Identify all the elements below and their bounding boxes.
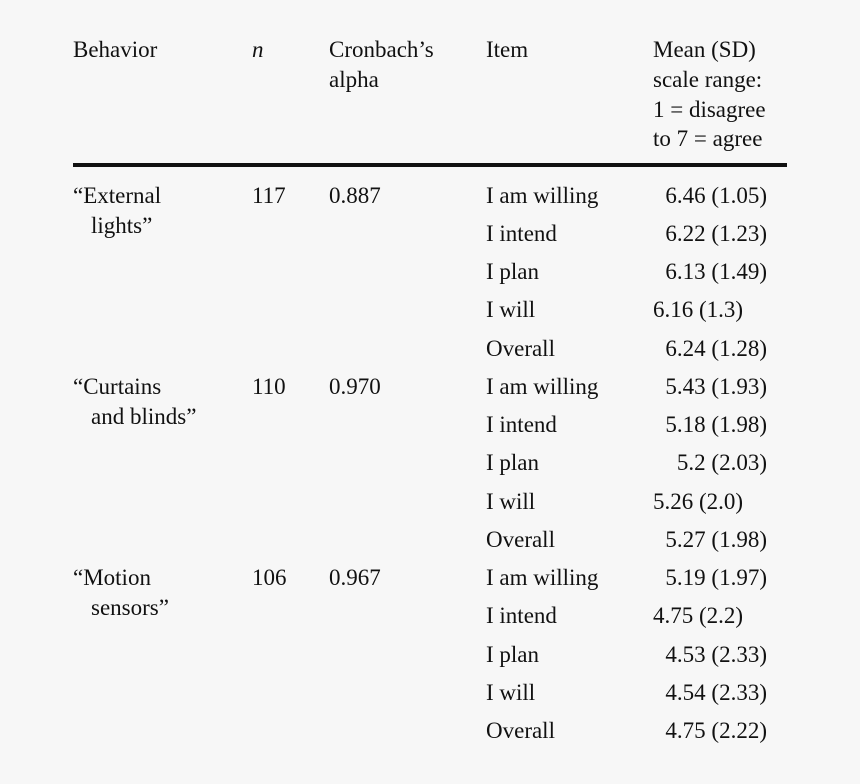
mean-value: 6.22 (1.23): [665, 221, 767, 246]
header-alpha-line1: Cronbach’s: [329, 37, 434, 62]
alpha-value: 0.967: [329, 565, 381, 590]
item-label: I intend: [486, 221, 557, 246]
header-mean-line3: 1 = disagree: [653, 97, 766, 122]
item-label: Overall: [486, 527, 555, 552]
mean-value: 6.24 (1.28): [665, 336, 767, 361]
behavior-label-line2: and blinds”: [91, 404, 197, 429]
item-label: I will: [486, 680, 536, 705]
mean-value: 5.2 (2.03): [676, 450, 767, 475]
item-label: Overall: [486, 336, 555, 361]
mean-value: 5.18 (1.98): [665, 412, 767, 437]
mean-value: 4.53 (2.33): [665, 642, 767, 667]
mean-value: 5.27 (1.98): [665, 527, 767, 552]
mean-value: 6.16 (1.3): [653, 297, 744, 322]
header-n: n: [252, 37, 264, 62]
item-label: I intend: [486, 412, 557, 437]
mean-value: 4.54 (2.33): [665, 680, 767, 705]
mean-value: 4.75 (2.2): [653, 603, 744, 628]
header-mean-line2: scale range:: [653, 67, 763, 92]
header-behavior: Behavior: [73, 37, 158, 62]
item-label: I plan: [486, 259, 540, 284]
header-mean-line4: to 7 = agree: [653, 126, 763, 151]
header-rule: [73, 163, 787, 167]
behavior-label-line1: “Motion: [73, 565, 151, 590]
header-item: Item: [486, 37, 529, 62]
mean-value: 5.26 (2.0): [653, 489, 744, 514]
alpha-value: 0.970: [329, 374, 381, 399]
item-label: I am willing: [486, 183, 599, 208]
mean-value: 6.46 (1.05): [665, 183, 767, 208]
n-value: 110: [252, 374, 286, 399]
header-alpha-line2: alpha: [329, 67, 379, 92]
item-label: I plan: [486, 642, 540, 667]
mean-value: 6.13 (1.49): [665, 259, 767, 284]
mean-value: 5.43 (1.93): [665, 374, 767, 399]
item-label: I am willing: [486, 565, 599, 590]
item-label: I intend: [486, 603, 557, 628]
n-value: 117: [252, 183, 286, 208]
behavior-label-line1: “Curtains: [73, 374, 162, 399]
item-label: Overall: [486, 718, 555, 743]
header-mean-line1: Mean (SD): [653, 37, 756, 62]
behavior-label-line2: sensors”: [91, 595, 169, 620]
n-value: 106: [252, 565, 287, 590]
mean-value: 5.19 (1.97): [665, 565, 767, 590]
behavior-label-line1: “External: [73, 183, 162, 208]
behavior-label-line2: lights”: [91, 213, 153, 238]
item-label: I am willing: [486, 374, 599, 399]
item-label: I will: [486, 297, 536, 322]
mean-value: 4.75 (2.22): [665, 718, 767, 743]
item-label: I will: [486, 489, 536, 514]
item-label: I plan: [486, 450, 540, 475]
alpha-value: 0.887: [329, 183, 381, 208]
